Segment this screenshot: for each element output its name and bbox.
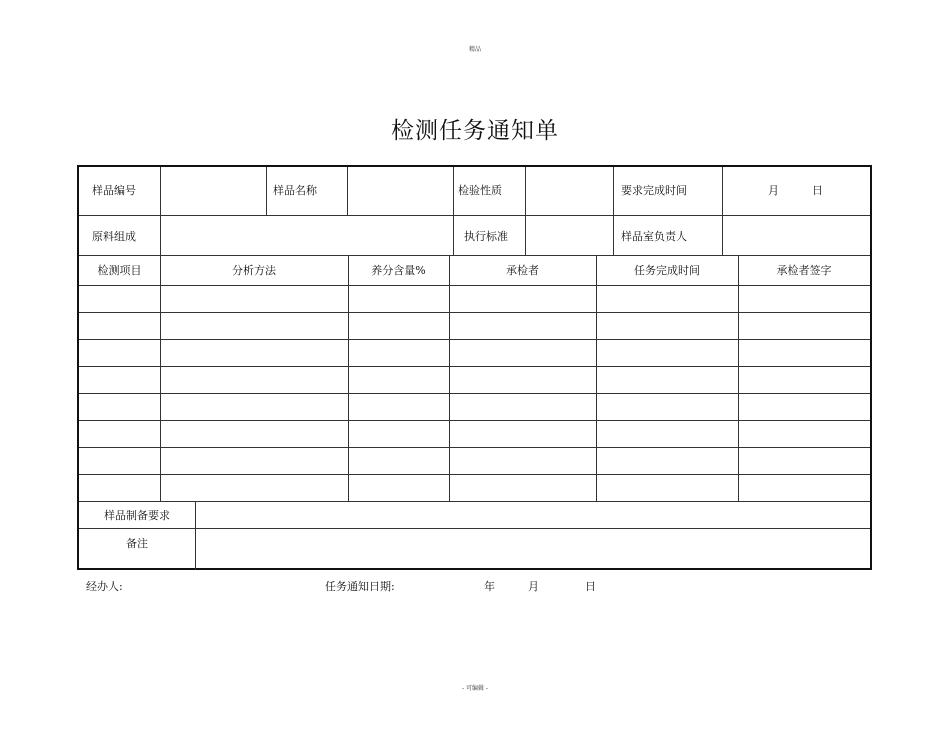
col-divider (738, 255, 739, 501)
footer-mark: - 可编辑 - (462, 685, 488, 692)
label-sample-name: 样品名称 (273, 184, 317, 197)
row-divider (79, 501, 870, 502)
row-divider (79, 255, 870, 256)
row-divider (79, 339, 870, 340)
header-mark: 精品 (468, 46, 481, 53)
row-divider (79, 528, 870, 529)
col-header-signature: 承检者签字 (776, 264, 832, 277)
col-divider (613, 167, 614, 255)
col-divider (525, 167, 526, 255)
label-month: 月 (768, 184, 779, 197)
footer-day: 日 (585, 580, 596, 593)
col-divider (722, 167, 723, 255)
label-sample-no: 样品编号 (92, 184, 136, 197)
label-required-time: 要求完成时间 (621, 184, 687, 197)
footer-handler: 经办人: (86, 580, 123, 593)
label-inspect-nature: 检验性质 (458, 184, 502, 197)
footer-month: 月 (528, 580, 539, 593)
row-divider (79, 447, 870, 448)
col-divider (347, 167, 348, 215)
col-divider (453, 167, 454, 255)
label-prep-req: 样品制备要求 (104, 509, 170, 522)
label-room-owner: 样品室负责人 (621, 230, 687, 243)
row-divider (79, 474, 870, 475)
row-divider (79, 312, 870, 313)
label-composition: 原料组成 (92, 230, 136, 243)
col-divider (195, 501, 196, 570)
label-remarks: 备注 (126, 537, 148, 550)
row-divider (79, 215, 870, 216)
row-divider (79, 393, 870, 394)
col-header-item: 检测项目 (97, 264, 142, 277)
col-divider (160, 167, 161, 255)
col-divider (596, 255, 597, 501)
page-title: 检测任务通知单 (391, 118, 559, 144)
col-header-nutrient: 养分含量% (371, 264, 426, 277)
footer-notice-date: 任务通知日期: (325, 580, 395, 593)
col-header-method: 分析方法 (232, 264, 276, 277)
col-divider (348, 255, 349, 501)
col-header-finish-time: 任务完成时间 (634, 264, 700, 277)
row-divider (79, 420, 870, 421)
col-header-inspector: 承检者 (506, 264, 539, 277)
row-divider (79, 285, 870, 286)
task-notice-form (77, 165, 872, 570)
footer-year: 年 (484, 580, 495, 593)
col-divider (160, 255, 161, 501)
label-standard: 执行标准 (464, 230, 508, 243)
col-divider (266, 167, 267, 215)
col-divider (449, 255, 450, 501)
label-day: 日 (812, 184, 823, 197)
row-divider (79, 366, 870, 367)
